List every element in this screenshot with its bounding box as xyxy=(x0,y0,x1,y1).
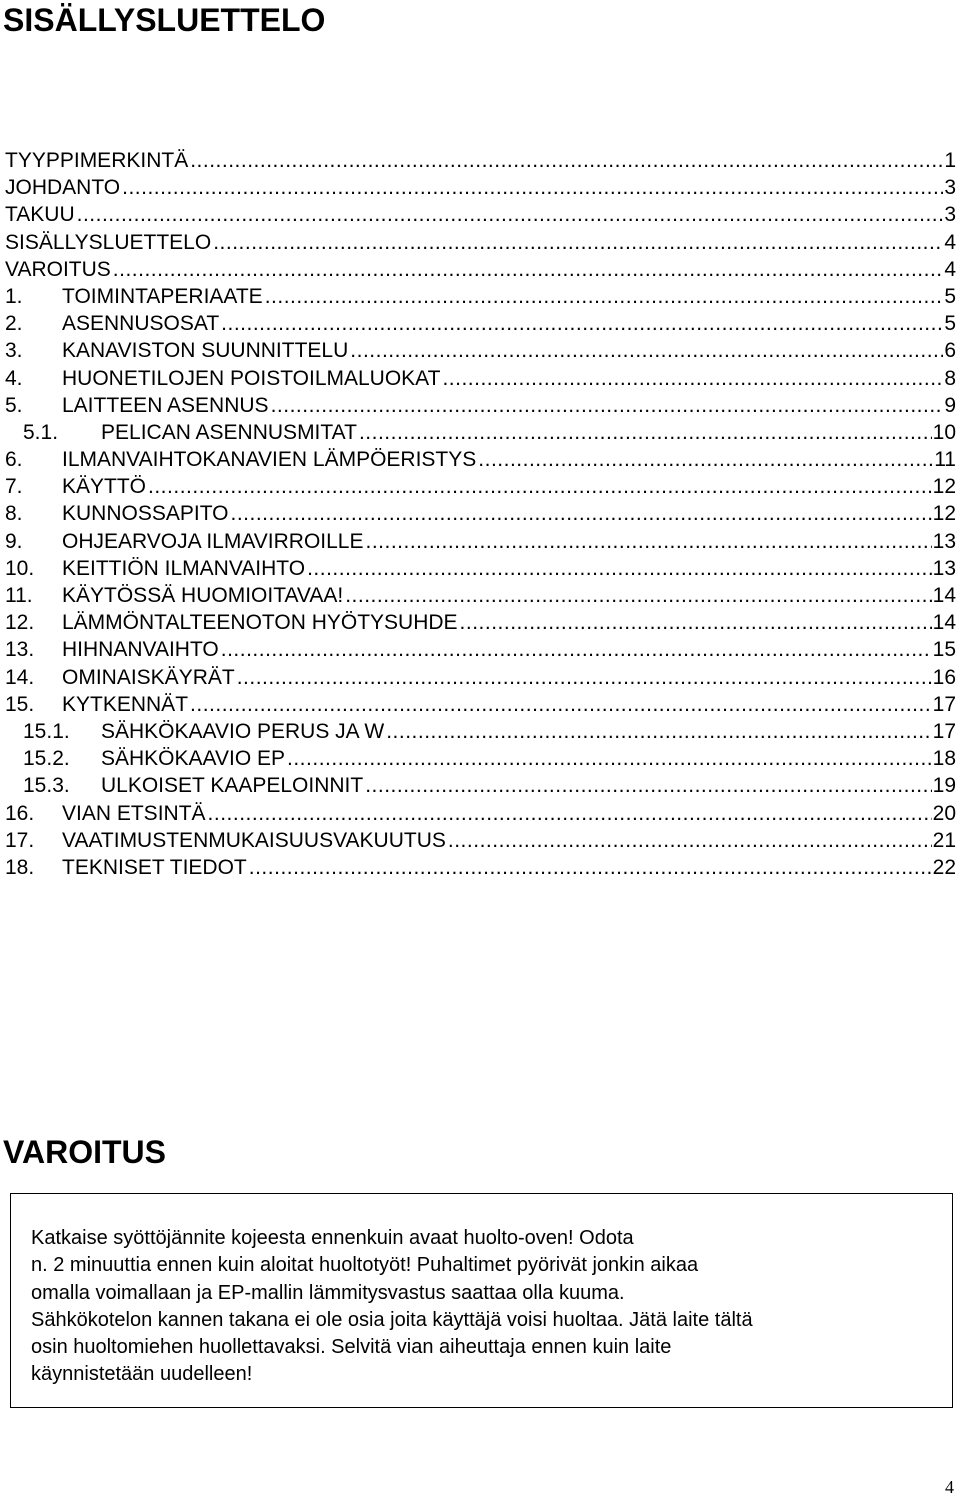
toc-entry-number: 12. xyxy=(5,611,35,635)
toc-dot-leader xyxy=(386,718,931,745)
warning-line: n. 2 minuuttia ennen kuin aloitat huoltotyöt! Puhaltimet pyörivät jonkin aikaa xyxy=(31,1254,699,1277)
toc-dot-leader xyxy=(122,174,943,201)
toc-entry-title: TAKUU xyxy=(5,203,75,227)
toc-entry-title: VAROITUS xyxy=(5,257,111,281)
toc-entry-page: 14 xyxy=(932,611,956,635)
toc-entry[interactable] xyxy=(5,283,956,310)
toc-dot-leader xyxy=(208,800,932,827)
toc-entry-page: 5 xyxy=(944,284,956,308)
toc-entry-page: 1 xyxy=(944,149,956,172)
toc-entry-title: TYYPPIMERKINTÄ xyxy=(5,149,189,172)
toc-dot-leader xyxy=(77,201,944,228)
toc-entry[interactable] xyxy=(5,555,956,582)
toc-entry-page: 13 xyxy=(932,529,956,553)
toc-entry-title: PELICAN ASENNUSMITAT xyxy=(101,420,357,444)
toc-entry-title: KANAVISTON SUUNNITTELU xyxy=(62,339,349,363)
table-of-contents xyxy=(5,147,956,881)
toc-entry-title: ULKOISET KAAPELOINNIT xyxy=(101,774,364,798)
toc-entry-title: TEKNISET TIEDOT xyxy=(62,855,247,879)
toc-entry-title: SÄHKÖKAAVIO EP xyxy=(101,747,286,771)
toc-dot-leader xyxy=(271,392,944,419)
toc-entry[interactable] xyxy=(5,473,956,500)
toc-entry-title: KUNNOSSAPITO xyxy=(62,502,229,526)
toc-entry-number: 18. xyxy=(5,855,35,879)
toc-entry[interactable] xyxy=(5,419,956,446)
toc-entry[interactable] xyxy=(5,745,956,772)
toc-dot-leader xyxy=(113,256,944,283)
toc-entry-title: OHJEARVOJA ILMAVIRROILLE xyxy=(62,529,364,553)
toc-dot-leader xyxy=(448,827,932,854)
toc-entry-number: 1. xyxy=(5,284,23,308)
toc-entry-number: 2. xyxy=(5,312,23,336)
toc-entry-number: 5.1. xyxy=(23,420,59,444)
toc-entry[interactable] xyxy=(5,337,956,364)
toc-entry-page: 18 xyxy=(932,747,956,771)
toc-entry-title: KYTKENNÄT xyxy=(62,692,189,716)
toc-entry-page: 17 xyxy=(932,719,956,743)
toc-entry[interactable] xyxy=(5,201,956,228)
warning-text xyxy=(31,1225,911,1389)
toc-entry-page: 6 xyxy=(944,339,956,363)
toc-dot-leader xyxy=(221,310,943,337)
toc-entry-number: 14. xyxy=(5,665,35,689)
toc-entry-page: 11 xyxy=(934,448,956,472)
toc-dot-leader xyxy=(359,419,932,446)
toc-entry-title: KÄYTÖSSÄ HUOMIOITAVAA! xyxy=(62,584,344,607)
toc-entry[interactable] xyxy=(5,310,956,337)
toc-entry-number: 15.1. xyxy=(23,719,70,743)
toc-dot-leader xyxy=(287,745,932,772)
toc-entry-number: 15. xyxy=(5,692,35,716)
warning-box xyxy=(10,1193,953,1408)
toc-entry[interactable] xyxy=(5,229,956,256)
toc-entry-number: 4. xyxy=(5,366,23,390)
toc-entry-title: JOHDANTO xyxy=(5,176,121,200)
toc-entry[interactable] xyxy=(5,365,956,392)
toc-entry[interactable] xyxy=(5,582,956,609)
toc-entry-number: 8. xyxy=(5,502,23,526)
toc-entry-page: 21 xyxy=(932,828,956,852)
toc-entry-page: 15 xyxy=(932,638,956,662)
toc-dot-leader xyxy=(365,772,931,799)
toc-entry[interactable] xyxy=(5,827,956,854)
toc-dot-leader xyxy=(307,555,932,582)
toc-entry-page: 8 xyxy=(944,366,956,390)
toc-entry[interactable] xyxy=(5,772,956,799)
toc-dot-leader xyxy=(366,528,932,555)
toc-entry-number: 7. xyxy=(5,475,23,499)
warning-line: käynnistetään uudelleen! xyxy=(31,1363,253,1386)
toc-dot-leader xyxy=(148,473,932,500)
toc-entry-page: 12 xyxy=(932,475,956,499)
toc-entry-number: 5. xyxy=(5,393,23,417)
toc-entry-page: 20 xyxy=(932,801,956,825)
warning-line: Sähkökotelon kannen takana ei ole osia joita käyttäjä voisi huoltaa. Jätä laite tältä xyxy=(31,1308,753,1331)
warning-heading: VAROITUS xyxy=(3,1134,166,1170)
toc-entry-title: ILMANVAIHTOKANAVIEN LÄMPÖERISTYS xyxy=(62,448,477,472)
toc-entry[interactable] xyxy=(5,147,956,174)
toc-entry[interactable] xyxy=(5,528,956,555)
toc-entry-number: 3. xyxy=(5,339,23,363)
warning-line: Katkaise syöttöjännite kojeesta ennenkuin avaat huolto-oven! Odota xyxy=(31,1227,634,1249)
toc-entry[interactable] xyxy=(5,392,956,419)
toc-entry[interactable] xyxy=(5,636,956,663)
toc-entry-page: 16 xyxy=(932,665,956,689)
toc-entry-page: 12 xyxy=(932,502,956,526)
toc-heading: SISÄLLYSLUETTELO xyxy=(3,2,326,38)
toc-entry-title: OMINAISKÄYRÄT xyxy=(62,665,235,689)
toc-entry-number: 10. xyxy=(5,556,35,580)
toc-dot-leader xyxy=(350,337,943,364)
toc-entry-page: 14 xyxy=(932,584,956,607)
toc-entry-page: 10 xyxy=(932,420,956,444)
toc-dot-leader xyxy=(190,147,943,174)
toc-dot-leader xyxy=(213,229,943,256)
toc-dot-leader xyxy=(345,582,931,609)
toc-entry-title: ASENNUSOSAT xyxy=(62,312,220,336)
toc-entry-number: 13. xyxy=(5,638,35,662)
toc-entry[interactable] xyxy=(5,664,956,691)
toc-entry-page: 22 xyxy=(932,855,956,879)
toc-dot-leader xyxy=(442,365,943,392)
toc-entry-number: 9. xyxy=(5,529,23,553)
toc-dot-leader xyxy=(478,446,933,473)
toc-entry-page: 19 xyxy=(932,774,956,798)
warning-line: osin huoltomiehen huollettavaksi. Selvitä vian aiheuttaja ennen kuin laite xyxy=(31,1336,672,1359)
toc-entry[interactable] xyxy=(5,718,956,745)
toc-entry[interactable] xyxy=(5,854,956,881)
page-number: 4 xyxy=(945,1477,954,1497)
toc-entry-title: SÄHKÖKAAVIO PERUS JA W xyxy=(101,719,385,743)
toc-entry-title: VIAN ETSINTÄ xyxy=(62,801,206,825)
toc-entry-number: 15.3. xyxy=(23,774,70,798)
toc-dot-leader xyxy=(230,500,931,527)
toc-entry-title: LÄMMÖNTALTEENOTON HYÖTYSUHDE xyxy=(62,611,458,635)
toc-entry[interactable] xyxy=(5,256,956,283)
toc-entry-title: TOIMINTAPERIAATE xyxy=(62,284,263,308)
toc-entry-title: SISÄLLYSLUETTELO xyxy=(5,230,212,254)
toc-entry-number: 15.2. xyxy=(23,747,70,771)
toc-entry-page: 9 xyxy=(944,393,956,417)
toc-entry-title: LAITTEEN ASENNUS xyxy=(62,393,269,417)
toc-dot-leader xyxy=(249,854,932,881)
toc-dot-leader xyxy=(460,609,932,636)
toc-entry-page: 4 xyxy=(944,257,956,281)
toc-entry[interactable] xyxy=(5,691,956,718)
toc-entry[interactable] xyxy=(5,609,956,636)
toc-dot-leader xyxy=(221,636,932,663)
toc-entry-page: 17 xyxy=(932,692,956,716)
toc-entry-page: 13 xyxy=(932,556,956,580)
toc-entry-title: KEITTIÖN ILMANVAIHTO xyxy=(62,556,306,580)
toc-dot-leader xyxy=(237,664,932,691)
toc-entry-number: 16. xyxy=(5,801,35,825)
toc-entry[interactable] xyxy=(5,446,956,473)
toc-entry-title: HUONETILOJEN POISTOILMALUOKAT xyxy=(62,366,441,390)
toc-entry-number: 17. xyxy=(5,828,35,852)
toc-dot-leader xyxy=(265,283,944,310)
toc-entry-number: 11. xyxy=(5,584,33,607)
toc-entry[interactable] xyxy=(5,800,956,827)
warning-line: omalla voimallaan ja EP-mallin lämmitysvastus saattaa olla kuuma. xyxy=(31,1281,625,1304)
toc-entry-page: 5 xyxy=(944,312,956,336)
toc-entry-title: KÄYTTÖ xyxy=(62,475,147,499)
toc-entry-title: VAATIMUSTENMUKAISUUSVAKUUTUS xyxy=(62,828,446,852)
toc-entry-page: 4 xyxy=(944,230,956,254)
toc-entry-title: HIHNANVAIHTO xyxy=(62,638,219,662)
toc-entry[interactable] xyxy=(5,500,956,527)
toc-entry-number: 6. xyxy=(5,448,23,472)
toc-entry-page: 3 xyxy=(944,176,956,200)
toc-entry-page: 3 xyxy=(944,203,956,227)
toc-dot-leader xyxy=(190,691,932,718)
toc-entry[interactable] xyxy=(5,174,956,201)
